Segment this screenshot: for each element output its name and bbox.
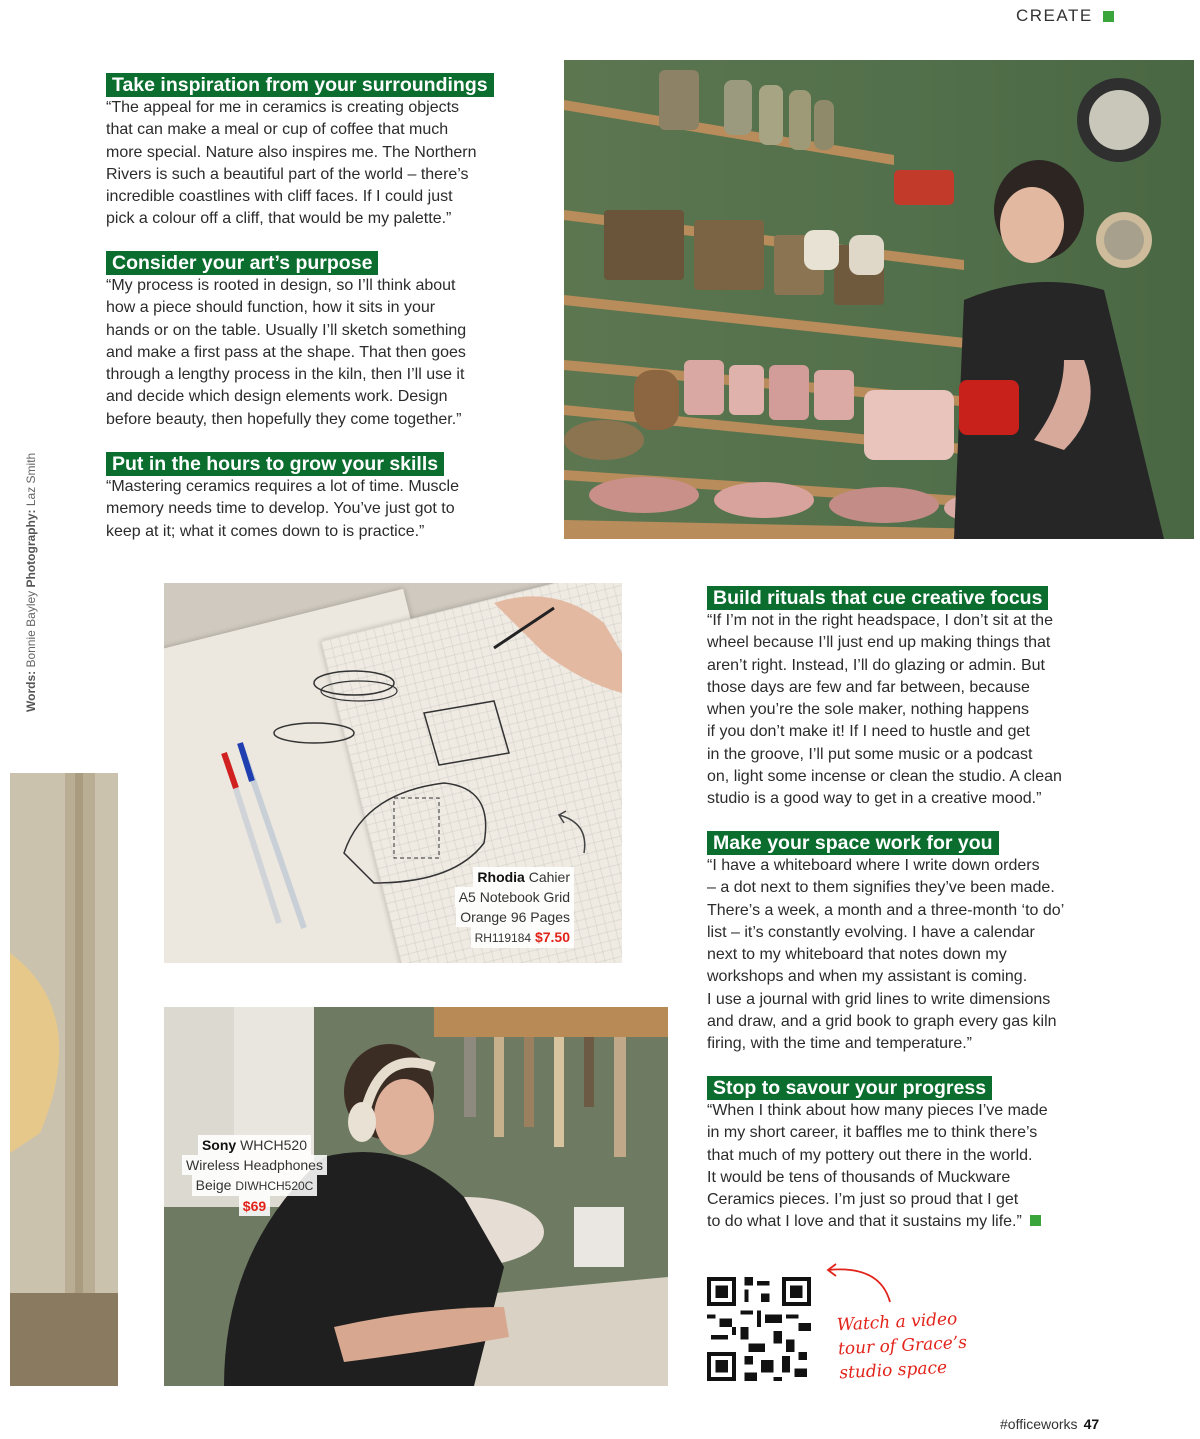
video-tour-cta[interactable]: Watch a video tour of Grace’s studio space: [836, 1309, 968, 1384]
headphones-price-tag: Sony WHCH520 Wireless Headphones Beige DIWHCH520C $69: [182, 1135, 327, 1216]
strip-illustration: [10, 773, 118, 1386]
photo-credits: Words: Bonnie Bayley Photography: Laz Smith: [24, 452, 38, 712]
section-label: CREATE: [1016, 6, 1093, 25]
end-mark-icon: [1030, 1215, 1041, 1226]
headphones-price: $69: [239, 1196, 270, 1216]
tip-heading: Make your space work for you: [707, 831, 999, 855]
studio-shelves-photo: [564, 60, 1194, 539]
tip-skills: [106, 452, 526, 543]
shelves-illustration: [564, 60, 1194, 539]
headphones-photo: [164, 1007, 668, 1386]
tip-body: “Mastering ceramics requires a lot of time. Muscle memory needs time to develop. You’ve just got to keep at it; what it comes down to is practice.”: [106, 478, 459, 540]
tip-body: “My process is rooted in design, so I’ll think about how a piece should function, how it sits in your hands or on the table. Usually I’ll sketch something and make a first pass at the shape. That then goes through a lengthy process in the kiln, then I’ll use it and decide which design elements work. Design before beauty, then hopefully they come together.”: [106, 277, 467, 428]
tip-inspiration: [106, 73, 526, 231]
tip-heading: Put in the hours to grow your skills: [106, 452, 444, 476]
notebook-price: $7.50: [534, 929, 570, 945]
curved-arrow-icon: [820, 1260, 900, 1310]
tip-body: “I have a whiteboard where I write down orders – a dot next to them signifies they’ve been made. There’s a week, a month and a three-month ‘to do’ list – it’s constantly evolving. I have a calendar next to my whiteboard that notes down my workshops and when my assistant is coming. I use a journal with grid lines to write dimensions and draw, and a grid book to graph every gas kiln firing, with the time and temperature.”: [707, 857, 1065, 1053]
tip-body: “The appeal for me in ceramics is creating objects that can make a meal or cup of coffee that much more special. Nature also inspires me. The Northern Rivers is such a beautiful part of the world – there’s incredible coastlines with cliff faces. If I could just pick a colour off a cliff, that would be my palette.”: [106, 99, 477, 228]
notebook-price-tag: Rhodia Cahier A5 Notebook Grid Orange 96 Pages RH119184 $7.50: [455, 867, 574, 948]
tip-body: “When I think about how many pieces I’ve made in my short career, it baffles me to think there’s that much of my pottery out there in the world. It would be tens of thousands of Muckware Ceramics pieces. I’m just so proud that I get to do what I love and that it sustains my life.”: [707, 1102, 1048, 1231]
page-number: 47: [1083, 1416, 1100, 1432]
tip-space: [707, 831, 1127, 1056]
notebook-photo: [164, 583, 622, 963]
tip-heading: Build rituals that cue creative focus: [707, 586, 1048, 610]
green-square-icon: [1103, 11, 1114, 22]
tip-progress: [707, 1076, 1127, 1234]
tip-body: “If I’m not in the right headspace, I don’t sit at the wheel because I’ll just end up making things that aren’t right. Instead, I’ll do glazing or admin. But those days are few and far between, because when you’re the sole maker, nothing happens if you don’t make it! If I need to hustle and get in the groove, I’ll put some music or a podcast on, light some incense or clean the studio. A clean studio is a good way to get in a creative mood.”: [707, 612, 1062, 808]
tip-purpose: [106, 251, 526, 431]
tip-heading: Consider your art’s purpose: [106, 251, 378, 275]
tip-heading: Take inspiration from your surroundings: [106, 73, 494, 97]
studio-detail-photo: [10, 773, 118, 1386]
page-footer: [1000, 1416, 1099, 1432]
tip-rituals: [707, 586, 1127, 811]
section-tag: [1016, 6, 1114, 26]
qr-code[interactable]: [707, 1277, 811, 1381]
footer-hashtag: #officeworks: [1000, 1416, 1078, 1432]
tip-heading: Stop to savour your progress: [707, 1076, 992, 1100]
